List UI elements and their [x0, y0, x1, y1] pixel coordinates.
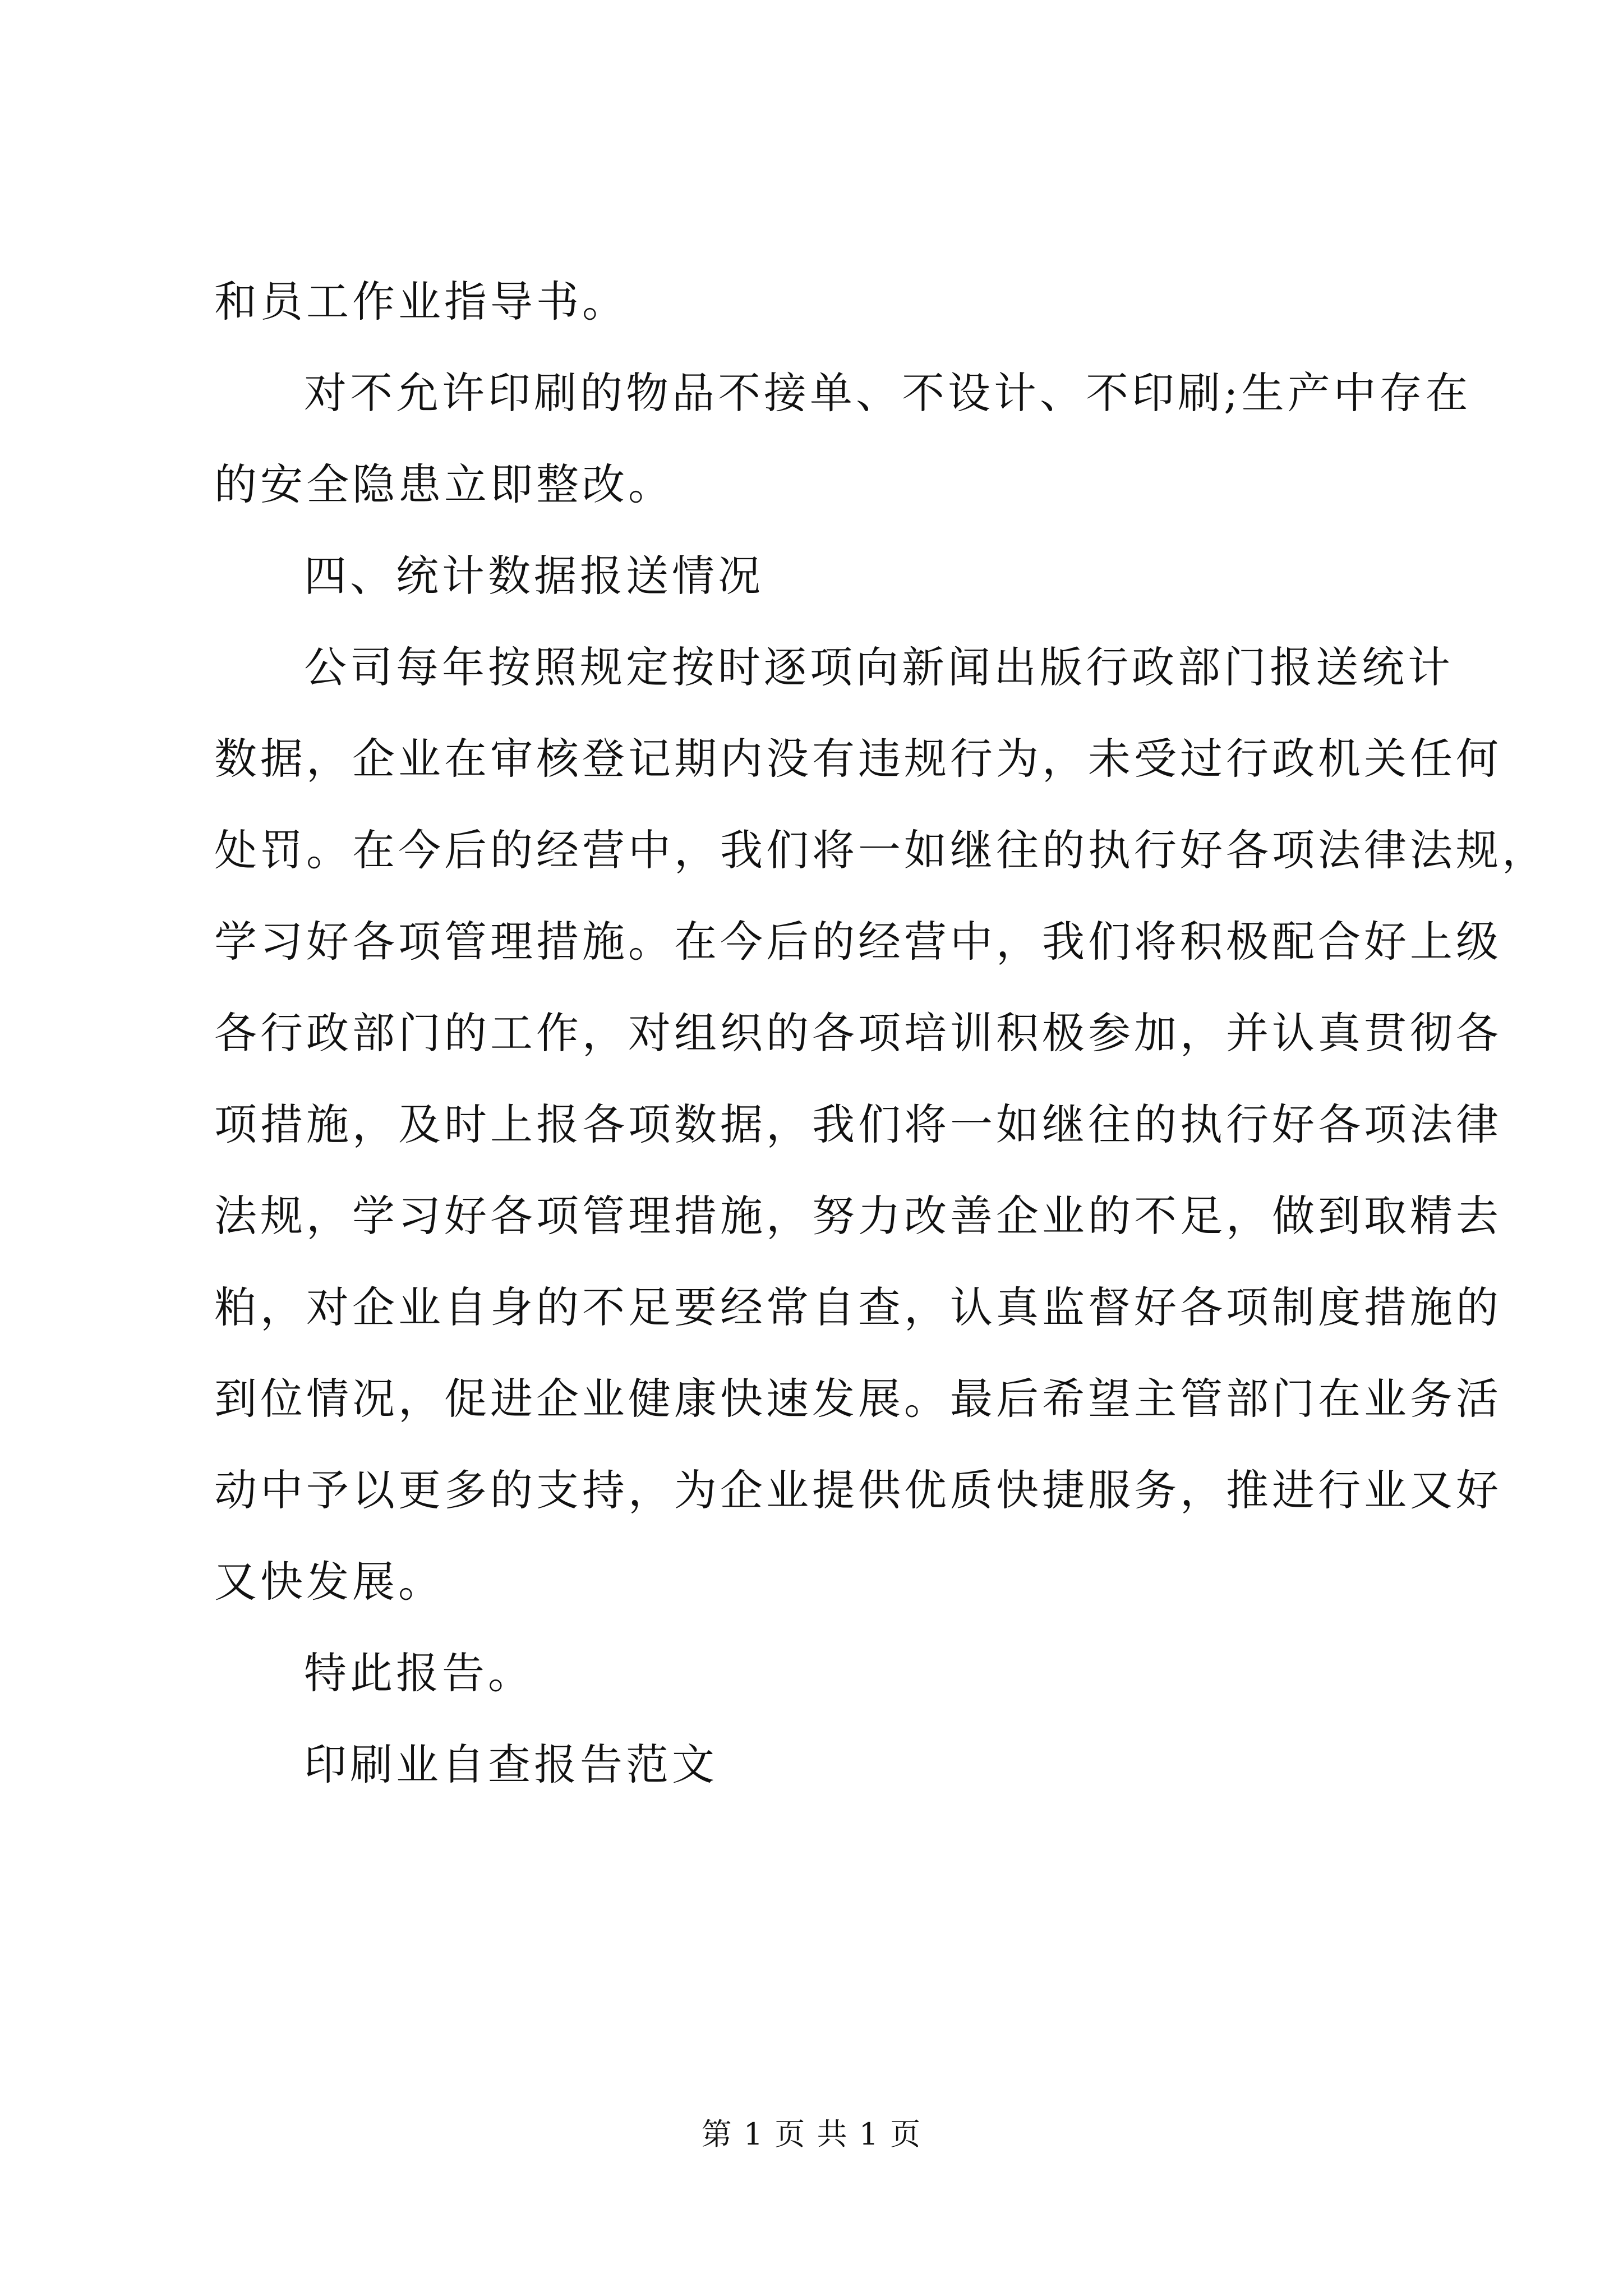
body-line: [214, 804, 1548, 896]
paragraph-text: 粕，对企业自身的不足要经常自查，认真监督好各项制度措施的: [214, 1282, 1502, 1332]
body-line: [214, 1079, 1502, 1170]
body-line: 的安全隐患立即整改。: [214, 459, 674, 509]
paragraph-text: 对不允许印刷的物品不接单、不设计、不印刷;生产中存在: [304, 368, 1472, 418]
section-heading: 四、统计数据报送情况: [304, 551, 764, 601]
paragraph-text: 项措施，及时上报各项数据，我们将一如继往的执行好各项法律: [214, 1099, 1502, 1149]
paragraph-line: [214, 347, 1472, 439]
body-line: [214, 1353, 1502, 1444]
document-title-line: 印刷业自查报告范文: [304, 1740, 718, 1789]
body-line: [214, 896, 1502, 987]
paragraph-text: 到位情况，促进企业健康快速发展。最后希望主管部门在业务活: [214, 1374, 1502, 1424]
paragraph-line: [214, 622, 1454, 713]
body-line: 和员工作业指导书。: [214, 277, 628, 326]
page-footer: 第 1 页 共 1 页: [701, 2116, 922, 2152]
body-line: [214, 713, 1502, 804]
body-line: [214, 1170, 1502, 1262]
paragraph-text: 法规，学习好各项管理措施，努力改善企业的不足，做到取精去: [214, 1191, 1502, 1241]
document-body: [214, 256, 1548, 1810]
body-line: 又快发展。: [214, 1557, 444, 1607]
closing-line: 特此报告。: [304, 1648, 534, 1698]
body-line: [214, 1262, 1502, 1353]
body-line: [214, 987, 1502, 1079]
paragraph-text: 数据，企业在审核登记期内没有违规行为，未受过行政机关任何: [214, 734, 1502, 784]
paragraph-text: 各行政部门的工作，对组织的各项培训积极参加，并认真贯彻各: [214, 1008, 1502, 1058]
paragraph-text: 动中予以更多的支持，为企业提供优质快捷服务，推进行业又好: [214, 1465, 1502, 1515]
paragraph-text: 处罚。在今后的经营中，我们将一如继往的执行好各项法律法规，: [214, 825, 1548, 875]
paragraph-text: 公司每年按照规定按时逐项向新闻出版行政部门报送统计: [304, 642, 1454, 692]
paragraph-text: 学习好各项管理措施。在今后的经营中，我们将积极配合好上级: [214, 917, 1502, 967]
body-line: [214, 1444, 1502, 1536]
